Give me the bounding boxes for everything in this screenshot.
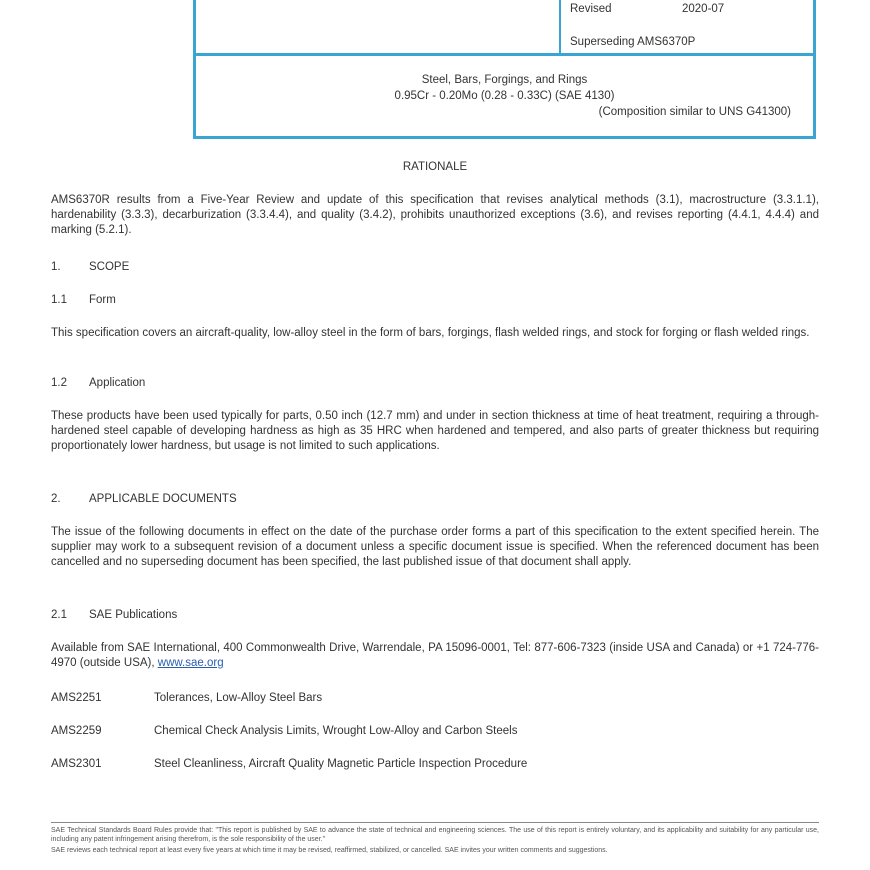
footer-line-2: SAE reviews each technical report at least every five years at which time it may be revised, reaffirmed, stabilized, or cancelled. SAE invites your written comments and suggestions.: [51, 847, 608, 854]
sae-website-link[interactable]: www.sae.org: [157, 657, 224, 669]
footer-disclaimer: [51, 826, 819, 857]
section-number: 2.: [51, 493, 61, 505]
rationale-heading: RATIONALE: [402, 161, 468, 173]
document-title: Chemical Check Analysis Limits, Wrought Low-Alloy and Carbon Steels: [154, 725, 518, 737]
document-title: Steel, Bars, Forgings, and Rings: [421, 74, 588, 86]
sae-contact-text: Available from SAE International, 400 Commonwealth Drive, Warrendale, PA 15096-0001, Tel: 877-606-7323 (inside USA and Canada) or +1 724-776-4970 (outside USA),: [51, 642, 819, 669]
section-number: 1.: [51, 261, 61, 273]
section-number: 2.1: [51, 609, 67, 621]
footer-divider: [51, 822, 819, 823]
section-1-2-text: These products have been used typically for parts, 0.50 inch (12.7 mm) and under in section thickness at time of heat treatment, requiring a through-hardened steel capable of developing hardness as high as 35 HRC when hardened and tempered, and also parts of greater thickness but requiring proportionately lower hardness, but usage is not limited to such applications.: [51, 410, 819, 452]
section-2-text: The issue of the following documents in effect on the date of the purchase order forms a part of this specification to the extent specified herein. The supplier may work to a subsequent revision of a document unless a specific document issue is specified. When the referenced document has been cancelled and no superseding document has been specified, the last published issue of that document shall apply.: [51, 526, 819, 568]
document-title: Steel Cleanliness, Aircraft Quality Magnetic Particle Inspection Procedure: [154, 758, 528, 770]
section-1-heading: [51, 260, 129, 275]
header-horizontal-divider: [196, 53, 813, 56]
header-vertical-divider: [559, 0, 561, 53]
section-title: Form: [89, 294, 116, 306]
document-code: AMS2251: [51, 692, 102, 704]
document-subtitle-uns: (Composition similar to UNS G41300): [598, 106, 791, 118]
revised-date: 2020-07: [682, 3, 725, 15]
section-number: 1.2: [51, 377, 67, 389]
section-title: SCOPE: [89, 261, 130, 273]
superseding-note: Superseding AMS6370P: [570, 36, 696, 48]
document-title: Tolerances, Low-Alloy Steel Bars: [154, 692, 323, 704]
document-row: [51, 757, 527, 772]
section-number: 1.1: [51, 294, 67, 306]
document-row: [51, 724, 517, 739]
revised-label: Revised: [570, 3, 612, 15]
document-row: [51, 691, 322, 706]
section-1-1-text: This specification covers an aircraft-quality, low-alloy steel in the form of bars, forgings, flash welded rings, and stock for forging or flash welded rings.: [51, 327, 810, 339]
document-code: AMS2259: [51, 725, 102, 737]
document-header-box: [193, 0, 816, 139]
section-2-heading: [51, 492, 237, 507]
section-1-2-heading: [51, 376, 145, 391]
section-1-1-heading: [51, 293, 116, 308]
document-code: AMS2301: [51, 758, 102, 770]
section-title: APPLICABLE DOCUMENTS: [89, 493, 237, 505]
section-2-1-text: [51, 641, 819, 671]
section-title: Application: [89, 377, 146, 389]
rationale-text: AMS6370R results from a Five-Year Review and update of this specification that revises analytical methods (3.1), macrostructure (3.3.1.1), hardenability (3.3.3), decarburization (3.3.4.4), and quality (3.4.2), prohibits unauthorized exceptions (3.6), and revises reporting (4.4.1, 4.4.4) and marking (5.2.1).: [51, 194, 819, 236]
section-title: SAE Publications: [89, 609, 178, 621]
section-2-1-heading: [51, 608, 177, 623]
footer-line-1: SAE Technical Standards Board Rules provide that: "This report is published by SAE to advance the state of technical and engineering sciences. The use of this report is entirely voluntary, and its applicability and suitability for any particular use, including any patent infringement arising therefrom, is the sole responsibility of the user.": [51, 827, 819, 843]
document-subtitle-composition: 0.95Cr - 0.20Mo (0.28 - 0.33C) (SAE 4130): [394, 90, 615, 102]
